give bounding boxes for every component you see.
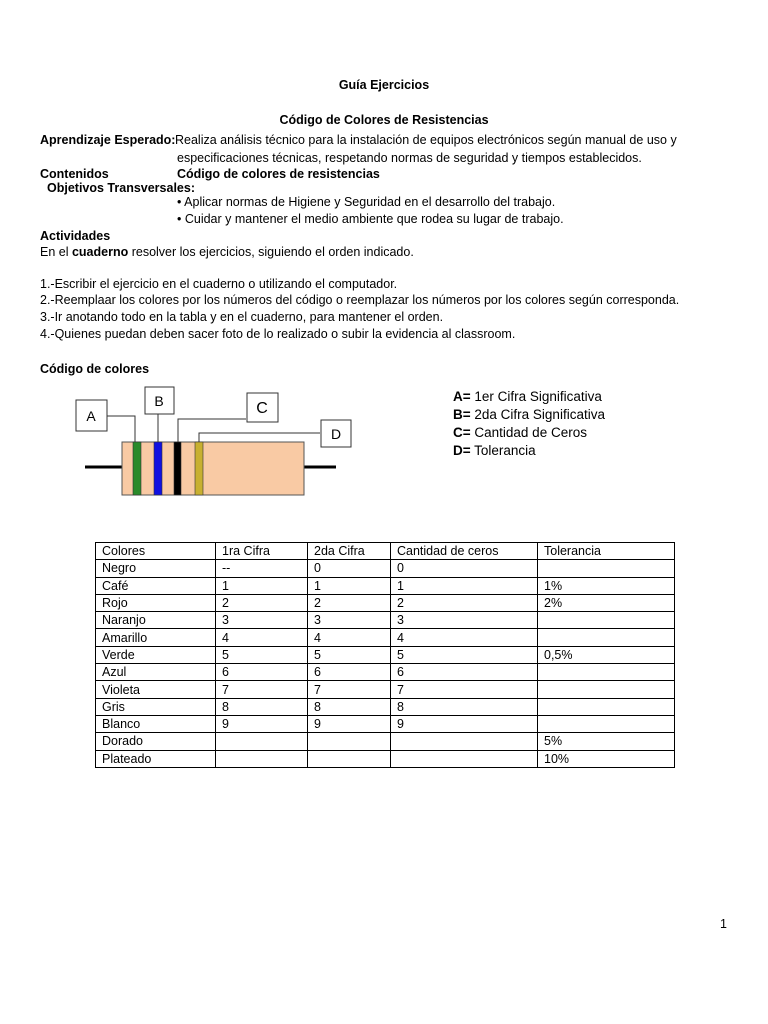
aprendizaje-label: Aprendizaje Esperado:: [40, 133, 176, 147]
table-cell: Dorado: [96, 733, 216, 750]
table-header-row: [96, 543, 675, 560]
table-cell: [216, 750, 308, 767]
table-cell: 9: [216, 715, 308, 732]
table-cell: Naranjo: [96, 612, 216, 629]
table-cell: 3: [308, 612, 391, 629]
aprendizaje-text-line1: Realiza análisis técnico para la instalación de equipos electrónicos según manual de uso y: [175, 133, 677, 147]
band-a: [133, 442, 141, 495]
objetivo-item: • Aplicar normas de Higiene y Seguridad en el desarrollo del trabajo.: [177, 195, 556, 209]
table-cell: 9: [308, 715, 391, 732]
label-c: C: [256, 400, 268, 417]
table-cell: 1: [391, 577, 538, 594]
table-cell: Azul: [96, 664, 216, 681]
table-header-cell: Colores: [96, 543, 216, 560]
table-row: [96, 715, 675, 732]
legend-item-b: B= 2da Cifra Significativa: [453, 407, 605, 422]
table-cell: 7: [391, 681, 538, 698]
table-cell: Amarillo: [96, 629, 216, 646]
table-cell: 6: [391, 664, 538, 681]
table-header-cell: 1ra Cifra: [216, 543, 308, 560]
table-cell: 9: [391, 715, 538, 732]
band-d: [195, 442, 203, 495]
table-cell: [538, 629, 675, 646]
table-header-cell: Cantidad de ceros: [391, 543, 538, 560]
table-row: [96, 629, 675, 646]
table-cell: [538, 664, 675, 681]
codigo-heading: Código de colores: [40, 362, 150, 376]
table-row: [96, 681, 675, 698]
table-cell: [538, 715, 675, 732]
band-b: [154, 442, 162, 495]
contenidos-label: Contenidos: [40, 167, 109, 181]
table-cell: 2: [308, 594, 391, 611]
actividad-step: 4.-Quienes puedan deben sacer foto de lo realizado o subir la evidencia al classroom.: [40, 327, 516, 341]
table-cell: 6: [308, 664, 391, 681]
table-cell: 5: [308, 646, 391, 663]
legend-item-c: C= Cantidad de Ceros: [453, 425, 587, 440]
leader-c: [178, 419, 246, 442]
table-cell: 10%: [538, 750, 675, 767]
table-cell: 0: [391, 560, 538, 577]
table-cell: [308, 733, 391, 750]
leader-a: [107, 416, 135, 442]
color-code-table: [95, 542, 675, 768]
table-cell: [538, 612, 675, 629]
table-cell: Negro: [96, 560, 216, 577]
table-cell: 1: [216, 577, 308, 594]
table-cell: Gris: [96, 698, 216, 715]
table-cell: Rojo: [96, 594, 216, 611]
table-cell: 6: [216, 664, 308, 681]
table-row: [96, 664, 675, 681]
table-row: [96, 698, 675, 715]
objetivo-item: • Cuidar y mantener el medio ambiente que rodea su lugar de trabajo.: [177, 212, 564, 226]
table-cell: 7: [308, 681, 391, 698]
actividad-step: 2.-Reemplaar los colores por los números del código o reemplazar los números por los colores según corresponda.: [40, 293, 680, 307]
table-cell: 7: [216, 681, 308, 698]
table-cell: [391, 733, 538, 750]
table-cell: 0: [308, 560, 391, 577]
table-cell: 0,5%: [538, 646, 675, 663]
table-cell: 2: [391, 594, 538, 611]
label-d: D: [330, 426, 342, 442]
table-row: [96, 577, 675, 594]
table-cell: Verde: [96, 646, 216, 663]
table-cell: Violeta: [96, 681, 216, 698]
table-row: [96, 560, 675, 577]
table-row: [96, 750, 675, 767]
table-cell: 4: [391, 629, 538, 646]
table-row: [96, 612, 675, 629]
actividades-intro: En el cuaderno resolver los ejercicios, siguiendo el orden indicado.: [40, 245, 414, 259]
contenidos-value: Código de colores de resistencias: [177, 167, 380, 181]
label-a: A: [86, 408, 96, 424]
actividades-heading: Actividades: [40, 229, 111, 243]
table-cell: [308, 750, 391, 767]
table-row: [96, 646, 675, 663]
table-cell: 1: [308, 577, 391, 594]
table-cell: [538, 681, 675, 698]
table-cell: 5: [391, 646, 538, 663]
table-cell: [538, 698, 675, 715]
table-cell: [538, 560, 675, 577]
resistor-body: [122, 442, 304, 495]
table-header-cell: 2da Cifra: [308, 543, 391, 560]
table-cell: 8: [391, 698, 538, 715]
table-cell: [216, 733, 308, 750]
page-subtitle: Código de Colores de Resistencias: [279, 113, 489, 127]
table-cell: Café: [96, 577, 216, 594]
page-number: 1: [720, 917, 727, 931]
aprendizaje-text-line2: especificaciones técnicas, respetando normas de seguridad y tiempos establecidos.: [177, 151, 642, 165]
band-c: [174, 442, 181, 495]
table-row: [96, 733, 675, 750]
label-b: B: [154, 393, 164, 409]
table-cell: [391, 750, 538, 767]
table-cell: 5: [216, 646, 308, 663]
objetivos-label: Objetivos Transversales:: [47, 181, 195, 195]
table-cell: 2%: [538, 594, 675, 611]
table-cell: 1%: [538, 577, 675, 594]
page-title: Guía Ejercicios: [338, 78, 430, 92]
table-cell: Blanco: [96, 715, 216, 732]
table-cell: 8: [308, 698, 391, 715]
legend-item-d: D= Tolerancia: [453, 443, 536, 458]
table-cell: 3: [216, 612, 308, 629]
table-cell: 3: [391, 612, 538, 629]
legend: [453, 388, 605, 460]
actividad-step: 3.-Ir anotando todo en la tabla y en el cuaderno, para mantener el orden.: [40, 310, 444, 324]
table-cell: 4: [216, 629, 308, 646]
table-row: [96, 594, 675, 611]
table-cell: 5%: [538, 733, 675, 750]
actividad-step: 1.-Escribir el ejercicio en el cuaderno o utilizando el computador.: [40, 277, 398, 291]
leader-d: [199, 433, 320, 442]
table-cell: 4: [308, 629, 391, 646]
table-cell: 8: [216, 698, 308, 715]
table-cell: 2: [216, 594, 308, 611]
table-cell: --: [216, 560, 308, 577]
resistor-diagram: [70, 380, 370, 500]
table-cell: Plateado: [96, 750, 216, 767]
legend-item-a: A= 1er Cifra Significativa: [453, 389, 602, 404]
table-header-cell: Tolerancia: [538, 543, 675, 560]
